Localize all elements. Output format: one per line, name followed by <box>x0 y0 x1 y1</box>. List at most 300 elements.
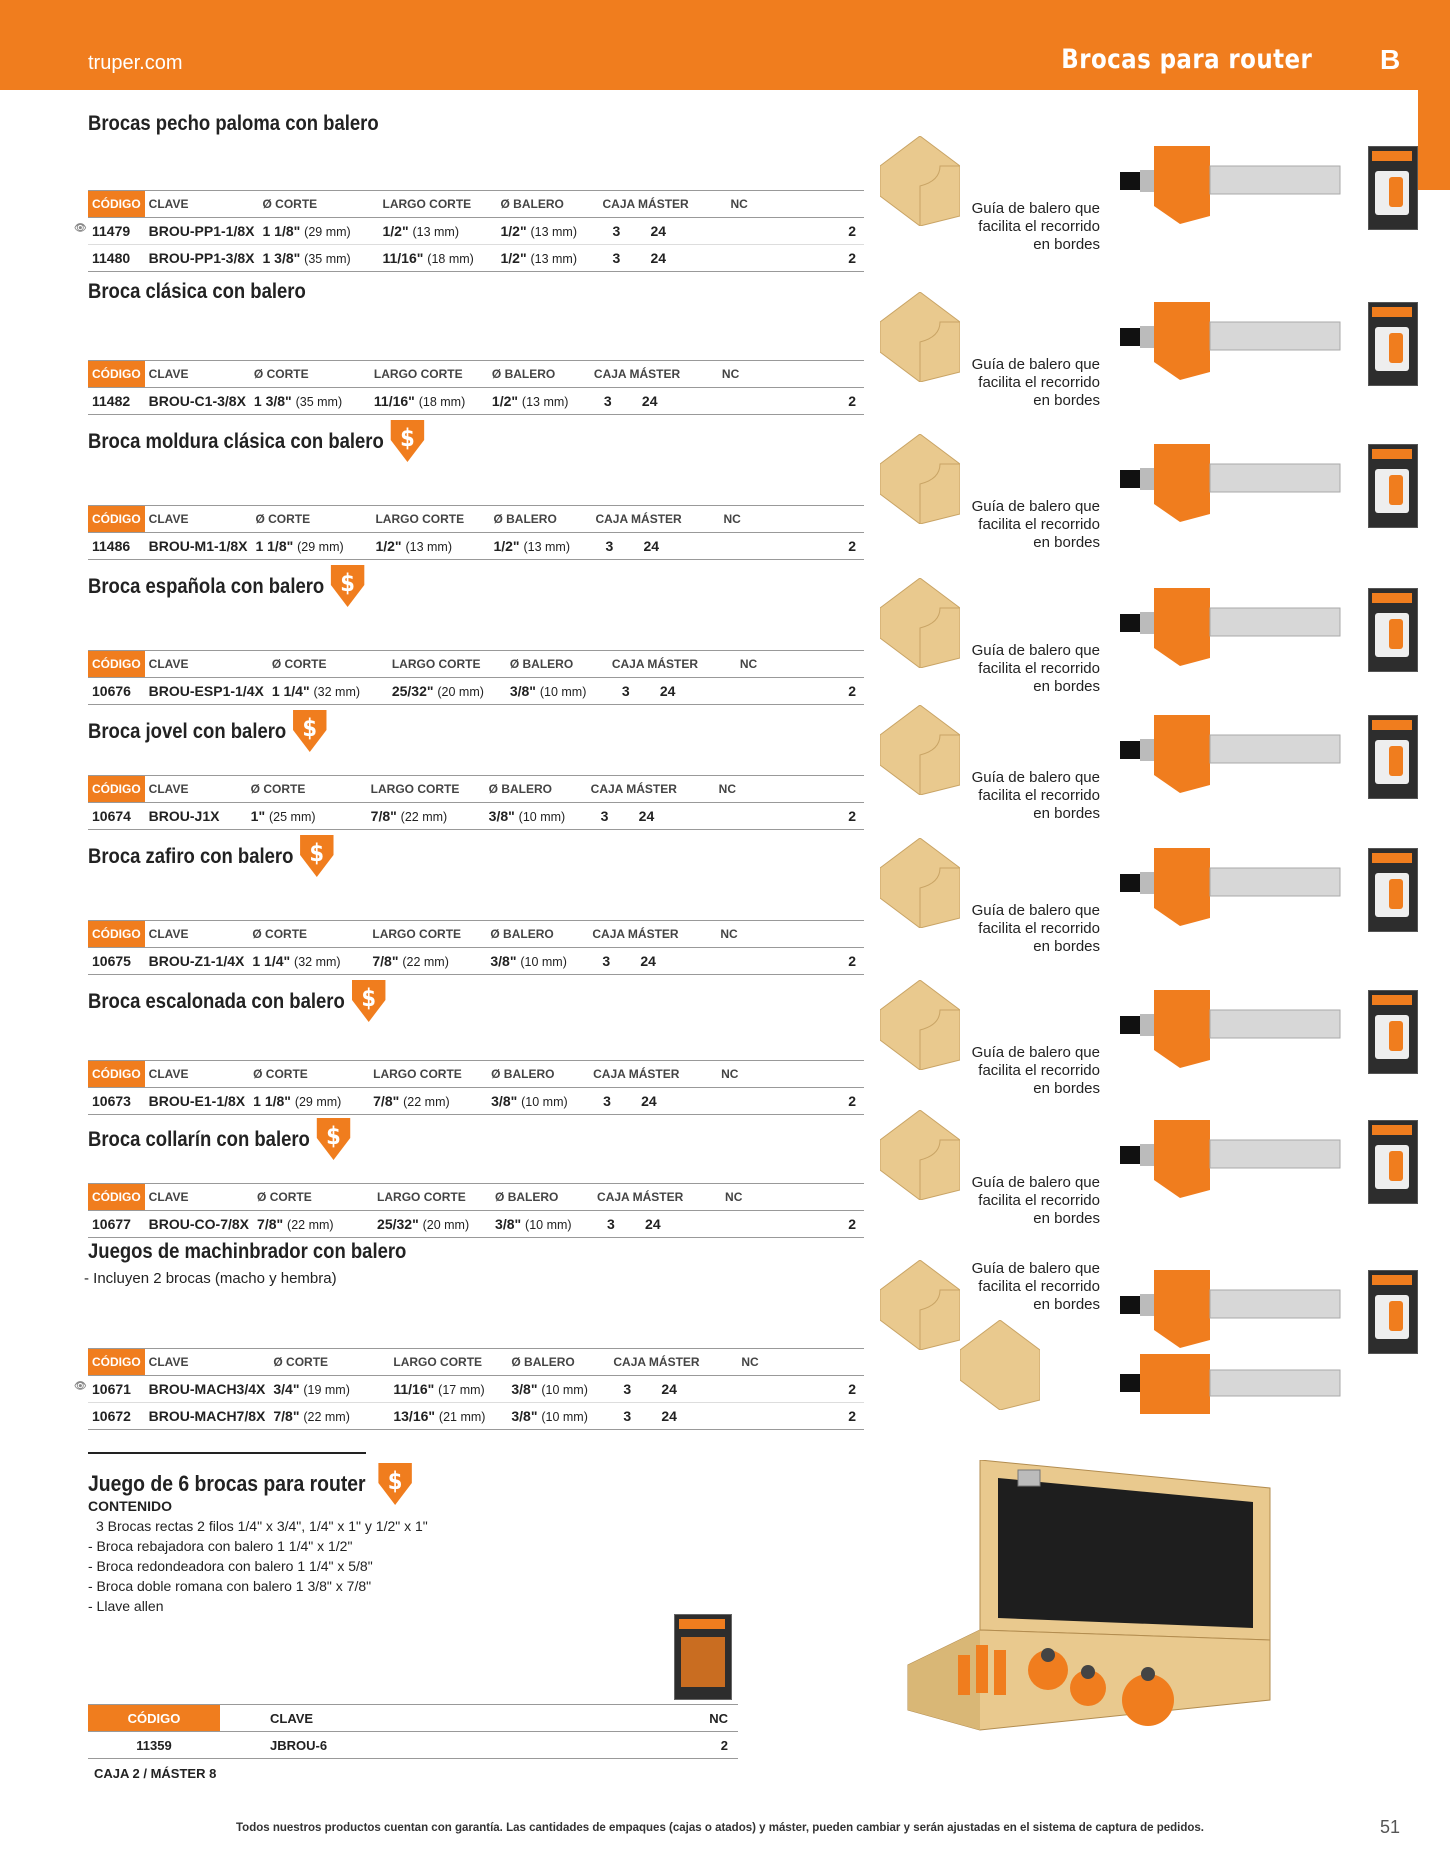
cell-clave: BROU-MACH3/4X <box>145 1376 270 1403</box>
value-inch: 13/16" <box>393 1408 436 1424</box>
table-row <box>88 533 864 560</box>
caja-value: 3 <box>612 250 621 266</box>
wood-profile-image <box>880 838 960 928</box>
cell-caja-master <box>588 948 716 975</box>
sale-icon <box>290 710 330 752</box>
spec-table <box>88 505 864 560</box>
value-inch: 7/8" <box>257 1216 284 1232</box>
value-mm: (22 mm) <box>287 1218 334 1232</box>
value-mm: (13 mm) <box>523 540 570 554</box>
value-inch: 1 1/8" <box>255 538 294 554</box>
col-header: NC <box>721 1184 864 1211</box>
product-title-name: Broca española <box>88 575 231 598</box>
col-header: Ø BALERO <box>491 1184 593 1211</box>
value-mm: (22 mm) <box>303 1410 350 1424</box>
caja-value: 3 <box>600 808 609 824</box>
code-text: 10676 <box>92 683 131 699</box>
package-image <box>1368 848 1418 932</box>
table-row <box>88 245 864 272</box>
value-inch: 7/8" <box>373 1093 400 1109</box>
guide-line-text: Guía de balero que <box>971 200 1100 217</box>
kit-caja: CAJA 2 / MÁSTER 8 <box>94 1766 217 1781</box>
col-header: CÓDIGO <box>88 361 145 388</box>
col-header: Ø BALERO <box>496 191 598 218</box>
table-row <box>88 678 864 705</box>
value-inch: 3/4" <box>273 1381 300 1397</box>
sale-icon <box>348 980 388 1022</box>
value-mm: (13 mm) <box>530 252 578 266</box>
col-header: LARGO CORTE <box>367 776 485 803</box>
col-header: CÓDIGO <box>88 506 145 533</box>
col-header: CÓDIGO <box>88 921 145 948</box>
wood-profile-image <box>880 578 960 668</box>
product-title-suffix: con balero <box>251 990 345 1013</box>
code-text: 10674 <box>92 808 131 824</box>
col-header: LARGO CORTE <box>389 1349 507 1376</box>
value-inch: 11/16" <box>373 393 415 409</box>
router-bit-image <box>1110 838 1350 928</box>
wood-profile-image <box>960 1320 1040 1410</box>
product-title <box>88 280 306 304</box>
product-title <box>88 1118 354 1160</box>
table-row <box>88 1211 864 1238</box>
col-header: Ø BALERO <box>506 651 608 678</box>
col-header: NC <box>719 506 864 533</box>
col-header: CLAVE <box>145 1184 253 1211</box>
value-inch: 1/2" <box>375 538 402 554</box>
sale-icon <box>328 565 368 607</box>
value-mm: (29 mm) <box>294 1095 342 1109</box>
col-header: Ø CORTE <box>258 191 378 218</box>
cell-balero <box>489 533 591 560</box>
wood-profile-image <box>880 292 960 382</box>
section-side-tab <box>1418 90 1450 190</box>
spec-table <box>88 1060 864 1115</box>
value-mm: (20 mm) <box>422 1218 470 1232</box>
value-mm: (25 mm) <box>269 810 316 824</box>
wood-profile-image <box>880 1260 960 1350</box>
value-inch: 1/2" <box>493 538 520 554</box>
value-mm: (10 mm) <box>541 1410 588 1424</box>
value-inch: 1/2" <box>500 223 527 239</box>
col-header: Ø BALERO <box>486 921 588 948</box>
master-value: 24 <box>659 683 676 699</box>
guide-line-text: Guía de balero que <box>971 498 1100 515</box>
cell-corte <box>249 1088 369 1115</box>
cell-clave: BROU-PP1-1/8X <box>145 218 259 245</box>
caja-value: 3 <box>621 683 630 699</box>
guide-line-text: facilita el recorrido <box>978 787 1100 804</box>
cell-balero <box>488 388 590 415</box>
cell-corte <box>269 1376 389 1403</box>
product-title <box>88 710 330 752</box>
kit-contents-item: 3 Brocas rectas 2 filos 1/4" x 3/4", 1/4" x 1" y 1/2" x 1" <box>96 1518 428 1534</box>
cell-code <box>88 1211 145 1238</box>
kit-contents <box>88 1496 428 1616</box>
code-text: 11479 <box>92 223 131 239</box>
bearing-guide-note <box>960 642 1100 696</box>
master-value: 24 <box>643 538 660 554</box>
value-inch: 1/2" <box>500 250 527 266</box>
col-header: LARGO CORTE <box>378 191 496 218</box>
guide-line-text: en bordes <box>1033 534 1100 551</box>
col-header: Ø CORTE <box>248 921 368 948</box>
bearing-guide-note <box>960 498 1100 552</box>
col-header: CLAVE <box>145 1349 270 1376</box>
product-title-suffix: con balero <box>285 112 379 135</box>
value-inch: 3/8" <box>509 683 536 699</box>
cell-corte <box>258 245 378 272</box>
table-row <box>88 1376 864 1403</box>
code-text: 10675 <box>92 953 131 969</box>
table-row <box>88 1403 864 1430</box>
value-inch: 1/2" <box>382 223 409 239</box>
caja-value: 3 <box>623 1408 632 1424</box>
cell-largo <box>368 948 486 975</box>
product-title-suffix: con balero <box>230 575 325 598</box>
value-inch: 1 1/8" <box>253 1093 291 1109</box>
col-header: LARGO CORTE <box>373 1184 491 1211</box>
caja-value: 3 <box>605 538 614 554</box>
guide-line-text: facilita el recorrido <box>978 920 1100 937</box>
guide-line-text: en bordes <box>1033 938 1100 955</box>
col-header: LARGO CORTE <box>370 361 488 388</box>
cell-caja-master <box>587 803 715 830</box>
value-mm: (10 mm) <box>521 1095 568 1109</box>
cell-largo <box>367 803 485 830</box>
cell-caja-master <box>593 1211 721 1238</box>
value-mm: (35 mm) <box>304 252 351 266</box>
cell-nc: 2 <box>737 1403 864 1430</box>
router-bit-image <box>1110 1110 1350 1200</box>
col-header: CLAVE <box>145 1061 249 1088</box>
col-header: Ø BALERO <box>507 1349 609 1376</box>
value-mm: (29 mm) <box>297 540 344 554</box>
caja-value: 3 <box>607 1216 615 1232</box>
master-value: 24 <box>661 1381 677 1397</box>
kit-contents-item: - Broca doble romana con balero 1 3/8" x 7/8" <box>88 1578 372 1594</box>
product-title <box>88 1240 406 1264</box>
cell-balero <box>487 1088 589 1115</box>
view-icon[interactable]: 👁 <box>74 1381 87 1392</box>
guide-line-text: Guía de balero que <box>971 1174 1100 1191</box>
value-inch: 7/8" <box>370 808 397 824</box>
value-inch: 1 1/8" <box>262 223 301 239</box>
spec-table <box>88 650 864 705</box>
col-header: Ø BALERO <box>485 776 587 803</box>
product-title-suffix: con balero <box>212 280 306 303</box>
kit-divider <box>88 1452 366 1454</box>
value-mm: (17 mm) <box>438 1383 485 1397</box>
kit-contents-item: - Broca rebajadora con balero 1 1/4" x 1/2" <box>88 1538 353 1554</box>
cell-nc: 2 <box>717 1088 864 1115</box>
router-bit-image <box>1110 292 1350 382</box>
cell-caja-master <box>589 1088 717 1115</box>
table-row <box>88 1732 738 1759</box>
cell-corte <box>248 948 368 975</box>
code-text: 11480 <box>92 250 131 266</box>
product-title <box>88 420 428 462</box>
cell-code <box>88 1403 145 1430</box>
col-header: NC <box>616 1705 738 1732</box>
value-inch: 3/8" <box>491 1093 518 1109</box>
product-title <box>88 980 389 1022</box>
kit-contents-heading: CONTENIDO <box>88 1498 172 1514</box>
guide-line-text: en bordes <box>1033 805 1100 822</box>
router-kit-box-image <box>898 1460 1280 1735</box>
bearing-guide-note <box>960 1260 1100 1314</box>
guide-line-text: facilita el recorrido <box>978 660 1100 677</box>
value-inch: 3/8" <box>511 1381 538 1397</box>
code-text: 11482 <box>92 393 131 409</box>
cell-clave: BROU-J1X <box>145 803 247 830</box>
col-header: CÓDIGO <box>88 651 145 678</box>
col-header: CÓDIGO <box>88 776 145 803</box>
value-inch: 7/8" <box>372 953 399 969</box>
cell-clave: BROU-MACH7/8X <box>145 1403 270 1430</box>
router-bit-image <box>1110 705 1350 795</box>
value-inch: 25/32" <box>391 683 434 699</box>
cell-nc: 2 <box>719 533 864 560</box>
sale-icon <box>297 835 337 877</box>
package-image <box>1368 302 1418 386</box>
cell-balero <box>486 948 588 975</box>
cell-largo <box>378 218 496 245</box>
col-header: Ø CORTE <box>250 361 370 388</box>
cell-code <box>88 245 145 272</box>
guide-line-text: facilita el recorrido <box>978 1278 1100 1295</box>
router-bit-image <box>1110 980 1350 1070</box>
col-header: LARGO CORTE <box>369 1061 487 1088</box>
code-text: 10672 <box>92 1408 131 1424</box>
guide-line-text: facilita el recorrido <box>978 516 1100 533</box>
value-mm: (13 mm) <box>412 225 460 239</box>
section-letter: B <box>1380 44 1401 75</box>
sale-icon <box>313 1118 353 1160</box>
code-text: 11486 <box>92 538 131 554</box>
cell-largo <box>378 245 496 272</box>
col-header: NC <box>715 776 864 803</box>
guide-line-text: en bordes <box>1033 1210 1100 1227</box>
master-value: 24 <box>650 223 667 239</box>
value-mm: (19 mm) <box>303 1383 350 1397</box>
cell-nc: 2 <box>737 1376 864 1403</box>
cell-corte <box>247 803 367 830</box>
bearing-guide-note <box>960 200 1100 254</box>
svg-text:$: $ <box>361 984 376 1013</box>
guide-line-text: Guía de balero que <box>971 1260 1100 1277</box>
router-bit-image <box>1110 434 1350 524</box>
cell-largo <box>389 1376 507 1403</box>
wood-profile-image <box>880 980 960 1070</box>
value-inch: 1 3/8" <box>262 250 301 266</box>
product-title-name: Brocas pecho paloma <box>88 112 286 135</box>
value-mm: (10 mm) <box>520 955 567 969</box>
page-number: 51 <box>1380 1817 1401 1837</box>
cell-caja-master <box>608 678 736 705</box>
value-inch: 3/8" <box>490 953 517 969</box>
svg-text:$: $ <box>326 1122 341 1151</box>
package-image <box>1368 444 1418 528</box>
col-header: CAJA MÁSTER <box>609 1349 737 1376</box>
cell-code <box>88 1088 145 1115</box>
cell-corte <box>268 678 388 705</box>
col-header: Ø BALERO <box>488 361 590 388</box>
col-header: Ø BALERO <box>487 1061 589 1088</box>
kit-contents-item: - Llave allen <box>88 1598 164 1614</box>
wood-profile-image <box>880 136 960 226</box>
value-mm: (10 mm) <box>539 685 587 699</box>
guide-line-text: Guía de balero que <box>971 642 1100 659</box>
value-inch: 1 3/8" <box>253 393 292 409</box>
cell-caja-master <box>591 533 719 560</box>
col-header: Ø CORTE <box>247 776 367 803</box>
cell-code: 11359 <box>88 1732 220 1759</box>
master-value: 24 <box>641 393 658 409</box>
cell-code <box>88 533 145 560</box>
guide-line-text: facilita el recorrido <box>978 218 1100 235</box>
kit-contents-item: - Broca redondeadora con balero 1 1/4" x 5/8" <box>88 1558 373 1574</box>
site-url[interactable]: truper.com <box>88 52 183 74</box>
cell-caja-master <box>598 245 726 272</box>
cell-nc: 2 <box>726 245 864 272</box>
table-row <box>88 803 864 830</box>
value-mm: (13 mm) <box>530 225 578 239</box>
cell-clave: BROU-M1-1/8X <box>145 533 252 560</box>
value-inch: 3/8" <box>511 1408 538 1424</box>
router-bit-image <box>1110 136 1350 226</box>
value-mm: (22 mm) <box>403 1095 450 1109</box>
product-title-name: Broca jovel <box>88 720 193 743</box>
cell-largo <box>369 1088 487 1115</box>
value-inch: 1 1/4" <box>252 953 291 969</box>
master-value: 24 <box>641 1093 657 1109</box>
col-header: CLAVE <box>145 651 268 678</box>
table-row <box>88 948 864 975</box>
master-value: 24 <box>638 808 655 824</box>
value-inch: 25/32" <box>377 1216 419 1232</box>
col-header: CAJA MÁSTER <box>608 651 736 678</box>
value-mm: (35 mm) <box>295 395 343 409</box>
package-image <box>1368 990 1418 1074</box>
cell-code <box>88 803 145 830</box>
bearing-guide-note <box>960 769 1100 823</box>
cell-code <box>88 948 145 975</box>
product-title-suffix: con balero <box>192 720 287 743</box>
caja-value: 3 <box>602 953 611 969</box>
wood-profile-image <box>880 1110 960 1200</box>
value-mm: (10 mm) <box>525 1218 572 1232</box>
guide-line-text: Guía de balero que <box>971 1044 1100 1061</box>
value-mm: (18 mm) <box>427 252 474 266</box>
col-header: CLAVE <box>145 506 252 533</box>
value-mm: (13 mm) <box>405 540 452 554</box>
value-mm: (13 mm) <box>521 395 569 409</box>
master-value: 24 <box>661 1408 677 1424</box>
svg-text:$: $ <box>302 714 318 743</box>
cell-nc: 2 <box>716 948 864 975</box>
col-header: CLAVE <box>145 191 259 218</box>
package-image <box>1368 1270 1418 1354</box>
cell-nc: 2 <box>736 678 864 705</box>
cell-nc: 2 <box>616 1732 738 1759</box>
product-title-name: Broca moldura clásica <box>88 430 291 453</box>
bearing-guide-note <box>960 902 1100 956</box>
value-mm: (32 mm) <box>313 685 361 699</box>
col-header: LARGO CORTE <box>368 921 486 948</box>
value-inch: 1 1/4" <box>271 683 310 699</box>
product-title <box>88 565 368 607</box>
cell-caja-master <box>609 1376 737 1403</box>
guide-line-text: facilita el recorrido <box>978 1062 1100 1079</box>
router-bit-image <box>1110 1340 1350 1430</box>
product-title-suffix: con balero <box>290 430 384 453</box>
guide-line-text: Guía de balero que <box>971 356 1100 373</box>
col-header: Ø CORTE <box>253 1184 373 1211</box>
value-mm: (21 mm) <box>438 1410 486 1424</box>
guide-line-text: facilita el recorrido <box>978 374 1100 391</box>
code-text: 10673 <box>92 1093 131 1109</box>
cell-corte <box>253 1211 373 1238</box>
cell-clave: BROU-E1-1/8X <box>145 1088 249 1115</box>
spec-table <box>74 190 864 272</box>
value-mm: (10 mm) <box>518 810 566 824</box>
col-header: LARGO CORTE <box>371 506 489 533</box>
product-title-name: Juegos de machinbrador <box>88 1240 313 1263</box>
cell-balero <box>506 678 608 705</box>
col-header: CAJA MÁSTER <box>587 776 715 803</box>
cell-corte <box>258 218 378 245</box>
col-header: Ø CORTE <box>269 1349 389 1376</box>
cell-clave: BROU-PP1-3/8X <box>145 245 259 272</box>
cell-balero <box>485 803 587 830</box>
master-value: 24 <box>640 953 656 969</box>
col-header: LARGO CORTE <box>388 651 506 678</box>
value-mm: (22 mm) <box>400 810 448 824</box>
value-mm: (29 mm) <box>304 225 351 239</box>
col-header: Ø BALERO <box>489 506 591 533</box>
cell-largo <box>371 533 489 560</box>
master-value: 24 <box>650 250 667 266</box>
cell-largo <box>373 1211 491 1238</box>
view-icon[interactable]: 👁 <box>74 223 87 234</box>
col-header: CAJA MÁSTER <box>588 921 716 948</box>
value-mm: (10 mm) <box>541 1383 588 1397</box>
svg-text:$: $ <box>309 839 325 868</box>
cell-clave: BROU-ESP1-1/4X <box>145 678 268 705</box>
col-header: NC <box>737 1349 864 1376</box>
col-header: CLAVE <box>220 1705 616 1732</box>
package-image <box>1368 588 1418 672</box>
cell-nc: 2 <box>715 803 864 830</box>
cell-largo <box>388 678 506 705</box>
cell-clave: BROU-CO-7/8X <box>145 1211 253 1238</box>
guide-line-text: en bordes <box>1033 236 1100 253</box>
cell-corte <box>251 533 371 560</box>
product-title-name: Broca zafiro <box>88 845 200 868</box>
product-title-suffix: con balero <box>199 845 294 868</box>
svg-text:$: $ <box>400 424 415 453</box>
guide-line-text: en bordes <box>1033 678 1100 695</box>
package-image <box>1368 715 1418 799</box>
guide-line-text: en bordes <box>1033 1080 1100 1097</box>
col-header: CAJA MÁSTER <box>590 361 718 388</box>
value-inch: 7/8" <box>273 1408 300 1424</box>
spec-table <box>74 1348 864 1430</box>
router-bit-image <box>1110 1260 1350 1350</box>
kit-package-image <box>674 1614 732 1700</box>
col-header: CLAVE <box>145 921 249 948</box>
